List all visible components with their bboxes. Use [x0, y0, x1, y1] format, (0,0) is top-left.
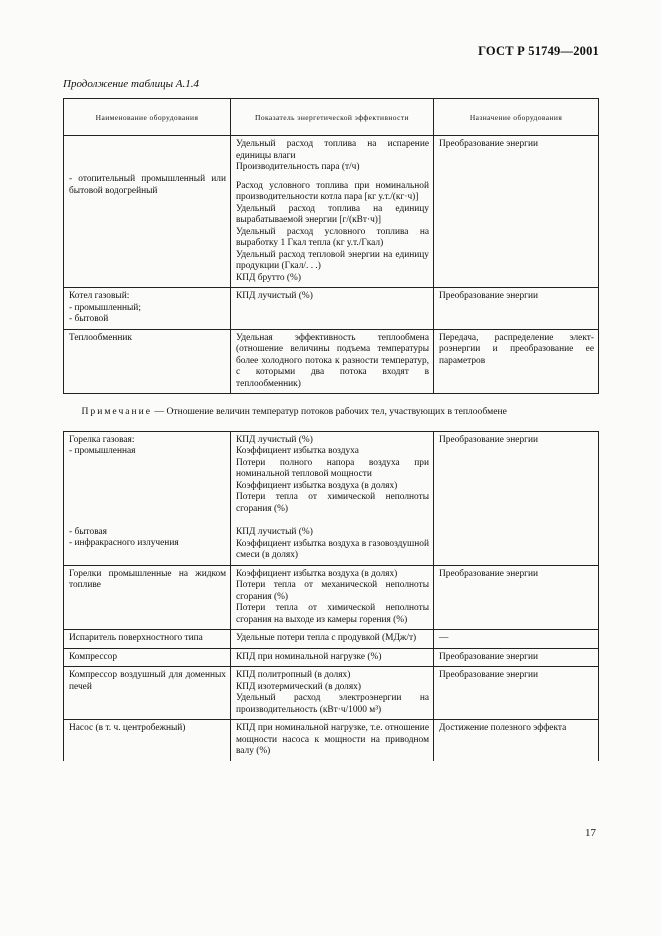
- equipment-name: Испаритель поверхностного типа: [69, 633, 203, 643]
- indicator-line: Удельный расход топлива на единицу вырабатываемой энергии [г/(кВт·ч)]: [236, 203, 429, 225]
- equipment-cell: [64, 648, 231, 667]
- indicator-cell: [231, 648, 434, 667]
- equipment-name: Горелка газовая:: [69, 434, 135, 445]
- indicator-line: Удельный расход условного топлива на выработку 1 Гкал тепла (кг у.т./Гкал): [236, 226, 429, 248]
- table-note: [64, 394, 599, 432]
- equipment-subtype: - бытовой: [69, 314, 109, 324]
- purpose-cell: Преобразование энергии: [434, 667, 599, 720]
- table-row: [64, 565, 599, 630]
- indicator-cell: [231, 630, 434, 649]
- equipment-subtype: - бытовая: [69, 526, 107, 537]
- indicator-line: Расход условного топлива при номинальной производительности котла пара [кг у.т./(кг·ч)]: [236, 180, 429, 202]
- table-header-row: [64, 99, 599, 136]
- column-header-purpose: Назначение оборудования: [434, 99, 599, 136]
- indicator-line: Потери тепла от химической неполноты сгорания на выходе из камеры горения (%): [236, 603, 429, 625]
- equipment-name: Насос (в т. ч. центробежный): [69, 723, 186, 733]
- table-row: [64, 667, 599, 720]
- equipment-name: - отопительный промышленный или бытовой водогрейный: [69, 174, 226, 196]
- equipment-table: [63, 98, 599, 761]
- purpose-cell: —: [434, 630, 599, 649]
- indicator-cell: [231, 136, 434, 288]
- indicator-line: КПД брутто (%): [236, 272, 301, 283]
- equipment-cell: [64, 329, 231, 394]
- indicator-cell: [231, 565, 434, 630]
- table-row: [64, 329, 599, 394]
- equipment-cell: [64, 136, 231, 288]
- table-row: [64, 288, 599, 330]
- indicator-line: Удельный расход электроэнергии на производительность (кВт·ч/1000 м³): [236, 693, 429, 715]
- indicator-line: Потери полного напора воздуха при номинальной тепловой мощности: [236, 457, 429, 479]
- equipment-cell: [64, 667, 231, 720]
- indicator-line: КПД при номинальной нагрузке (%): [236, 651, 382, 662]
- indicator-line: КПД лучистый (%): [236, 527, 313, 537]
- equipment-name: Компрессор: [69, 651, 118, 662]
- indicator-line: Удельные потери тепла с продувкой (МДж/т): [236, 633, 417, 643]
- equipment-cell: [64, 630, 231, 649]
- purpose-cell: Преобразование энергии: [434, 565, 599, 630]
- equipment-cell: [64, 431, 231, 565]
- indicator-line: Коэффициент избытка воздуха: [236, 446, 359, 456]
- table-continuation-caption: Продолжение таблицы А.1.4: [63, 78, 199, 90]
- indicator-cell: [231, 431, 434, 565]
- equipment-subtype: - промышленный;: [69, 302, 141, 313]
- equipment-name: Теплообменник: [69, 332, 132, 343]
- purpose-cell: Передача, распределение электроэнергии и преобразование ее параметров: [434, 329, 599, 394]
- indicator-line: Коэффициент избытка воздуха в газовоздушной смеси (в долях): [236, 538, 429, 560]
- purpose-cell: Достижение полезного эффекта: [434, 720, 599, 761]
- indicator-line: Удельная эффективность теплообмена (отношение величины подъема температуры более холодного потока к разности температур, с которыми два потока входят в теплообменник): [236, 332, 429, 389]
- equipment-name: Котел газовый:: [69, 291, 130, 301]
- column-header-indicator: Показатель энергетической эффективности: [231, 99, 434, 136]
- indicator-line: Производительность пара (т/ч): [236, 162, 360, 172]
- table-row: [64, 630, 599, 649]
- equipment-cell: [64, 565, 231, 630]
- purpose-cell: Преобразование энергии: [434, 136, 599, 288]
- purpose-cell: Преобразование энергии: [434, 431, 599, 565]
- equipment-cell: [64, 288, 231, 330]
- indicator-line: Удельный расход тепловой энергии на единицу продукции (Гкал/. . .): [236, 249, 429, 271]
- equipment-subtype: - промышленная: [69, 446, 136, 456]
- indicator-line: КПД лучистый (%): [236, 291, 313, 301]
- indicator-line: Удельный расход топлива на испарение единицы влаги: [236, 139, 429, 161]
- indicator-line: КПД изотермический (в долях): [236, 681, 361, 692]
- table-row: [64, 431, 599, 565]
- indicator-cell: [231, 329, 434, 394]
- table-note-row: [64, 394, 599, 432]
- indicator-line: КПД политропный (в долях): [236, 670, 351, 680]
- equipment-cell: [64, 720, 231, 761]
- purpose-cell: Преобразование энергии: [434, 288, 599, 330]
- table-row: [64, 720, 599, 761]
- document-code: ГОСТ Р 51749—2001: [478, 44, 599, 58]
- note-label: Примечание: [81, 406, 153, 417]
- indicator-line: Потери тепла от механической неполноты сгорания (%): [236, 580, 429, 602]
- table-row: [64, 136, 599, 288]
- indicator-cell: [231, 288, 434, 330]
- indicator-line: Коэффициент избытка воздуха (в долях): [236, 480, 398, 491]
- table-row: [64, 648, 599, 667]
- indicator-cell: [231, 720, 434, 761]
- indicator-line: Коэффициент избытка воздуха (в долях): [236, 568, 398, 579]
- column-header-equipment: Наименование оборудования: [64, 99, 231, 136]
- indicator-line: КПД при номинальной нагрузке, т.е. отношение мощности насоса к мощности на приводном валу (%): [236, 723, 429, 756]
- page-number: 17: [585, 827, 596, 839]
- indicator-line: КПД лучистый (%): [236, 434, 313, 445]
- purpose-cell: Преобразование энергии: [434, 648, 599, 667]
- equipment-name: Компрессор воздушный для доменных печей: [69, 670, 226, 692]
- note-text: — Отношение величин температур потоков рабочих тел, участвующих в теплообмене: [152, 406, 507, 417]
- indicator-cell: [231, 667, 434, 720]
- indicator-line: Потери тепла от химической неполноты сгорания (%): [236, 492, 429, 514]
- equipment-subtype: - инфракрасного излучения: [69, 538, 179, 548]
- equipment-name: Горелки промышленные на жидком топливе: [69, 568, 226, 590]
